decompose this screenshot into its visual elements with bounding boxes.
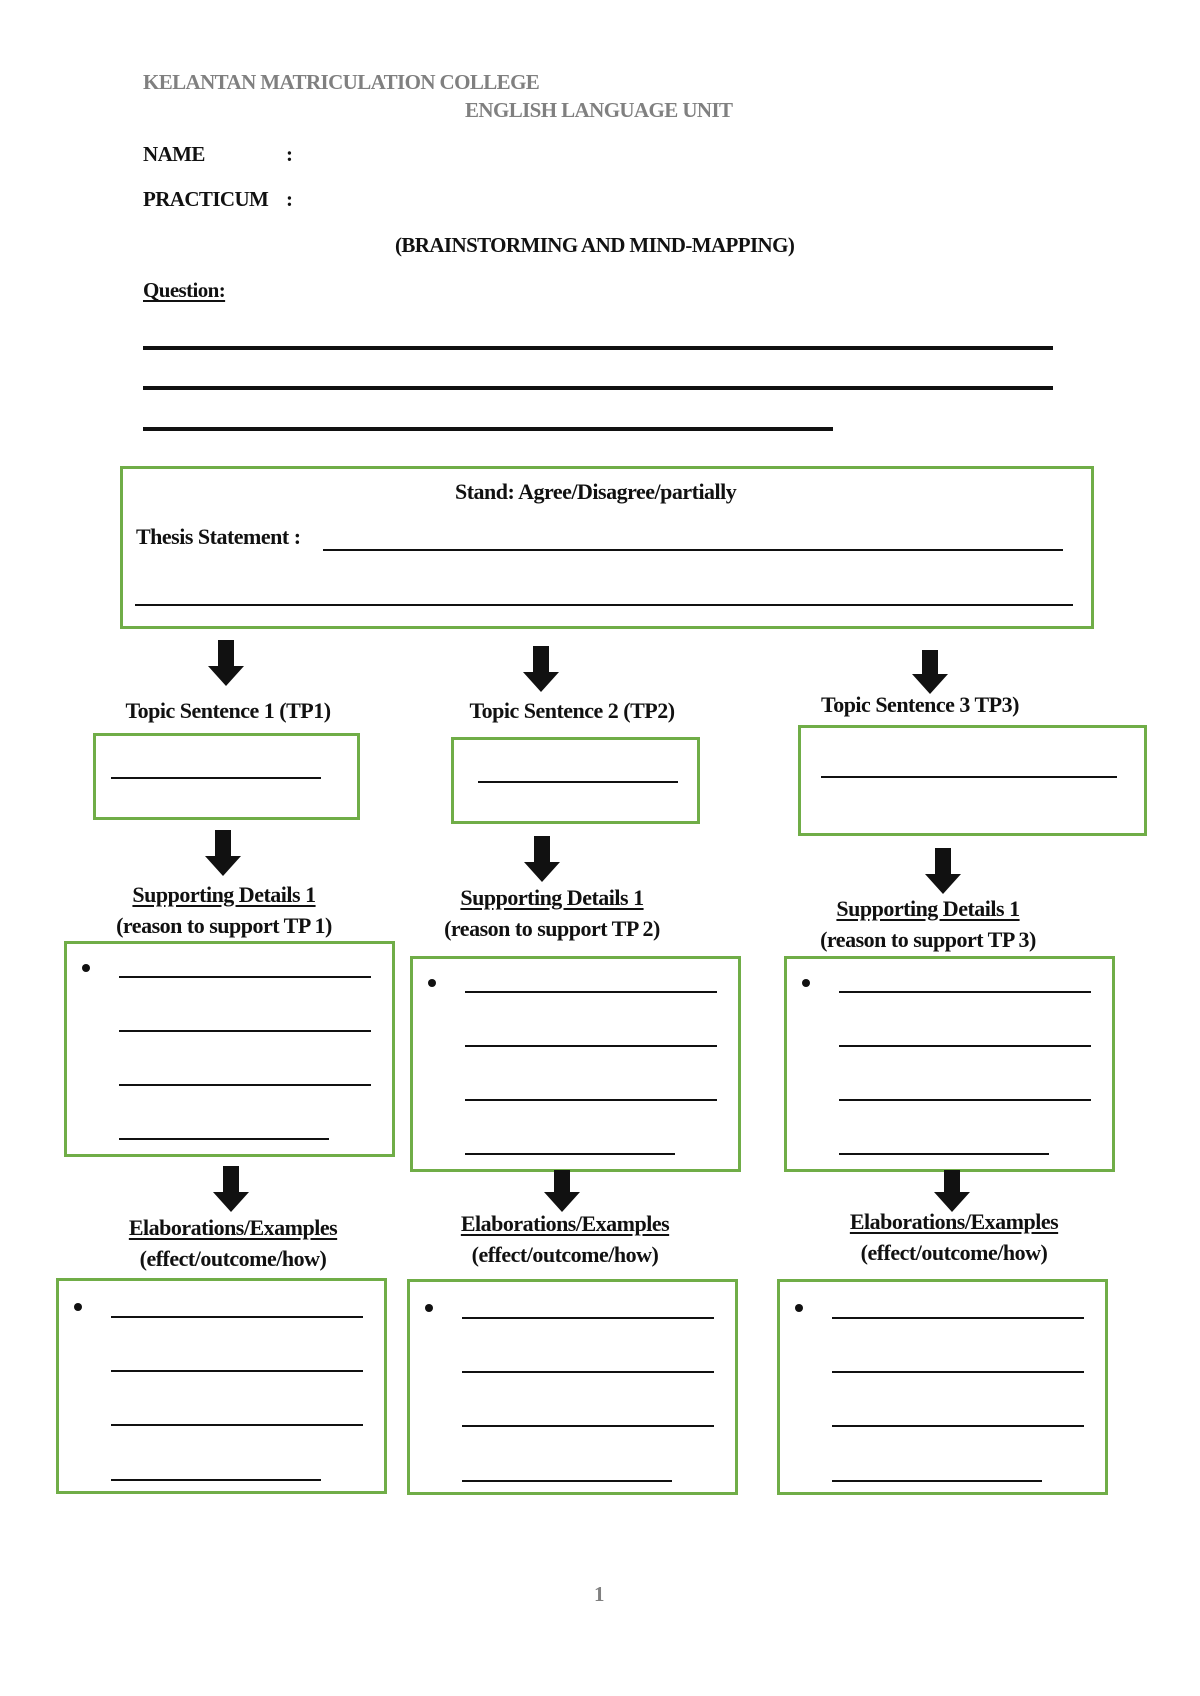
- arrow-down-icon: [925, 848, 961, 896]
- support-1-line-1[interactable]: [119, 976, 371, 978]
- topic-sentence-2-box: [451, 737, 700, 824]
- topic-sentence-2-label: Topic Sentence 2 (TP2): [469, 698, 675, 723]
- bullet-icon: [802, 979, 810, 987]
- support-2-line-2[interactable]: [465, 1045, 717, 1047]
- elab-2-line-2[interactable]: [462, 1371, 714, 1373]
- support-3-line-1[interactable]: [839, 991, 1091, 993]
- arrow-down-icon: [912, 650, 948, 696]
- support-1-line-4[interactable]: [119, 1138, 329, 1140]
- arrow-down-icon: [523, 646, 559, 694]
- supporting-details-1-subtitle: (reason to support TP 1): [116, 913, 332, 938]
- page-number: 1: [594, 1582, 604, 1606]
- bullet-icon: [428, 979, 436, 987]
- topic-sentence-1-box: [93, 733, 360, 820]
- arrow-down-icon: [213, 1166, 249, 1214]
- practicum-label: PRACTICUM: [143, 187, 269, 211]
- name-label: NAME: [143, 142, 205, 166]
- support-3-line-4[interactable]: [839, 1153, 1049, 1155]
- elab-2-line-4[interactable]: [462, 1480, 672, 1482]
- elab-1-line-1[interactable]: [111, 1316, 363, 1318]
- elab-3-line-1[interactable]: [832, 1317, 1084, 1319]
- topic-sentence-1-line[interactable]: [111, 777, 321, 779]
- support-1-line-3[interactable]: [119, 1084, 371, 1086]
- elaborations-2-box: [407, 1279, 738, 1495]
- supporting-details-2-subtitle: (reason to support TP 2): [444, 916, 660, 941]
- arrow-down-icon: [524, 836, 560, 884]
- stand-text: Stand: Agree/Disagree/partially: [455, 479, 737, 504]
- elab-1-line-2[interactable]: [111, 1370, 363, 1372]
- elaborations-3-title: Elaborations/Examples: [849, 1209, 1059, 1234]
- support-2-line-3[interactable]: [465, 1099, 717, 1101]
- supporting-details-1-box: [64, 941, 395, 1157]
- topic-sentence-2-line[interactable]: [478, 781, 678, 783]
- question-answer-line-1[interactable]: [143, 346, 1053, 350]
- supporting-details-2-box: [410, 956, 741, 1172]
- college-name: KELANTAN MATRICULATION COLLEGE: [143, 70, 540, 94]
- bullet-icon: [74, 1303, 82, 1311]
- elaborations-2-title: Elaborations/Examples: [460, 1211, 670, 1236]
- elaborations-1-box: [56, 1278, 387, 1494]
- elaborations-1-subtitle: (effect/outcome/how): [139, 1246, 327, 1271]
- arrow-down-icon: [205, 830, 241, 878]
- supporting-details-1-title: Supporting Details 1: [132, 882, 316, 907]
- question-answer-line-2[interactable]: [143, 386, 1053, 390]
- arrow-down-icon: [544, 1170, 580, 1214]
- topic-sentence-3-label: Topic Sentence 3 TP3): [821, 692, 1019, 717]
- arrow-down-icon: [934, 1170, 970, 1214]
- elab-3-line-2[interactable]: [832, 1371, 1084, 1373]
- thesis-answer-line-2[interactable]: [135, 604, 1073, 606]
- bullet-icon: [82, 964, 90, 972]
- supporting-details-3-title: Supporting Details 1: [836, 896, 1020, 921]
- support-3-line-3[interactable]: [839, 1099, 1091, 1101]
- support-2-line-4[interactable]: [465, 1153, 675, 1155]
- question-answer-line-3[interactable]: [143, 427, 833, 431]
- topic-sentence-1-label: Topic Sentence 1 (TP1): [125, 698, 331, 723]
- elaborations-1-title: Elaborations/Examples: [128, 1215, 338, 1240]
- elab-3-line-3[interactable]: [832, 1425, 1084, 1427]
- support-1-line-2[interactable]: [119, 1030, 371, 1032]
- thesis-answer-line-1[interactable]: [323, 549, 1063, 551]
- supporting-details-2-title: Supporting Details 1: [460, 885, 644, 910]
- bullet-icon: [425, 1304, 433, 1312]
- practicum-colon: :: [286, 187, 293, 211]
- thesis-statement-label: Thesis Statement :: [136, 524, 301, 549]
- elab-2-line-3[interactable]: [462, 1425, 714, 1427]
- supporting-details-3-subtitle: (reason to support TP 3): [820, 927, 1036, 952]
- elab-3-line-4[interactable]: [832, 1480, 1042, 1482]
- support-3-line-2[interactable]: [839, 1045, 1091, 1047]
- unit-name: ENGLISH LANGUAGE UNIT: [465, 98, 733, 122]
- arrow-down-icon: [208, 640, 244, 688]
- elab-2-line-1[interactable]: [462, 1317, 714, 1319]
- elaborations-3-subtitle: (effect/outcome/how): [860, 1240, 1048, 1265]
- bullet-icon: [795, 1304, 803, 1312]
- elaborations-3-box: [777, 1279, 1108, 1495]
- topic-sentence-3-line[interactable]: [821, 776, 1117, 778]
- elaborations-2-subtitle: (effect/outcome/how): [471, 1242, 659, 1267]
- support-2-line-1[interactable]: [465, 991, 717, 993]
- supporting-details-3-box: [784, 956, 1115, 1172]
- thesis-box: [120, 466, 1094, 629]
- worksheet-title: (BRAINSTORMING AND MIND-MAPPING): [395, 233, 795, 257]
- elab-1-line-4[interactable]: [111, 1479, 321, 1481]
- elab-1-line-3[interactable]: [111, 1424, 363, 1426]
- name-colon: :: [286, 142, 293, 166]
- question-label: Question:: [143, 278, 226, 302]
- topic-sentence-3-box: [798, 725, 1147, 836]
